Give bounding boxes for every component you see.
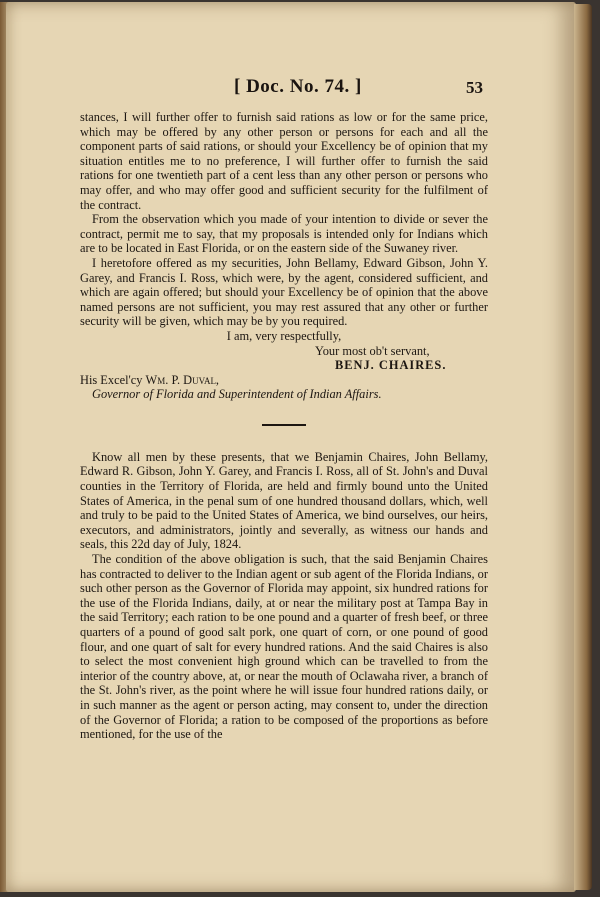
addressee-name: Wm. P. Duval, [145,372,220,387]
page-number: 53 [466,78,483,97]
bond-section [80,450,488,742]
page-fore-edge [574,4,592,890]
document-number-label: [ Doc. No. 74. ] [234,76,362,97]
book-page [6,2,576,892]
letter-paragraph: I heretofore offered as my securities, John Bellamy, Edward Gibson, John Y. Garey, and Francis I. Ross, which were, by the agent, considered sufficient, and which are again offered; but should your Excellency be of opinion that the above named persons are not sufficient, you may rest assured that any other or further security will be given, which may be by you required. [80,255,488,329]
addressee-title: Governor of Florida and Superintendent of Indian Affairs. [92,387,382,402]
page-header [6,76,566,102]
signer-name: BENJ. CHAIRES. [335,358,447,373]
letter-paragraph: From the observation which you made of your intention to divide or sever the contract, permit me to say, that my proposals is intended only for Indians which are to be located in East Florida, or on the eastern side of the Suwaney river. [80,212,488,256]
addressee-line [80,373,488,388]
addressee-prefix: His Excel'cy [80,372,146,387]
letter-closing-servant: Your most ob't servant, [315,343,430,358]
letter-closing: I am, very respectfully, [226,328,342,343]
letter-paragraph: stances, I will further offer to furnish said rations as low or for the same price, which may be offered by any other person or persons for each and all the component parts of said rations, or should your Excellency be of opinion that my situation entitles me to no preference, I will further offer to furnish the said rations for one twentieth part of a cent less than any other person or persons who may offer, and who may offer good and sufficient security for the fulfilment of the contract. [80,110,488,212]
bond-paragraph: Know all men by these presents, that we Benjamin Chaires, John Bellamy, Edward R. Gibson, John Y. Garey, and Francis I. Ross, all of St. John's and Duval counties in the Territory of Florida, are held and firmly bound unto the United States of America, in the penal sum of one hundred thousand dollars, which, well and truly to be paid to the United States of America, we bind ourselves, our heirs, executors, and administrators, jointly and severally, as witness our hands and seals, this 22d day of July, 1824. [80,449,488,552]
page-body [80,110,488,742]
section-divider [262,424,306,426]
letter-section [80,110,488,402]
bond-paragraph: The condition of the above obligation is such, that the said Benjamin Chaires has contracted to deliver to the Indian agent or sub agent of the Florida Indians, or such other person as the Governor of Florida may appoint, six hundred rations for the use of the Florida Indians, daily, at or near the military post at Tampa Bay in the said Territory; each ration to be one pound and a quarter of fresh beef, or three quarters of a pound of good salt pork, one quart of corn, or one pound of good flour, and one quart of salt for every hundred rations. And the said Chaires is also to select the most convenient high ground which can be travelled to from the interior of the country above, at, or near the mouth of Oclawaha river, a branch of the St. John's river, as the point where he will issue four hundred rations daily, or in such manner as the agent or person acting, may consent to, under the direction of the Governor of Florida; a ration to be composed of the proportions as before mentioned, for the use of the [80,552,488,742]
